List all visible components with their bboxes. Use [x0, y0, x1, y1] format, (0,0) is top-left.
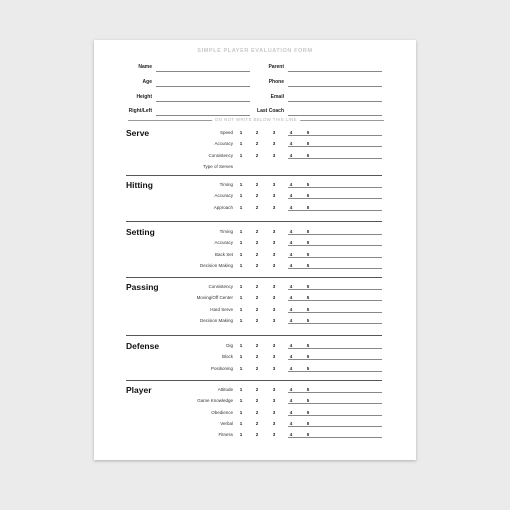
notes-line[interactable] — [288, 403, 382, 404]
rating-option-4[interactable]: 4 — [289, 130, 293, 135]
criterion-label: Game Knowledge — [197, 398, 233, 404]
rating-option-3[interactable]: 3 — [272, 141, 276, 147]
notes-line[interactable] — [288, 210, 382, 211]
rating-option-5[interactable]: 5 — [306, 398, 310, 404]
rating-option-2[interactable]: 2 — [255, 204, 259, 210]
rating-option-3[interactable]: 3 — [272, 317, 276, 323]
rating-option-4[interactable]: 4 — [289, 152, 293, 158]
rating-option-1[interactable]: 1 — [239, 152, 243, 158]
rating-option-5[interactable]: 5 — [306, 365, 310, 371]
rating-option-2[interactable]: 2 — [255, 295, 259, 301]
notes-line[interactable] — [288, 415, 382, 416]
criterion-label: Obedience — [211, 409, 233, 415]
rating-option-1[interactable]: 1 — [239, 229, 243, 234]
rating-option-2[interactable]: 2 — [255, 409, 259, 415]
criterion-row — [126, 295, 382, 304]
rating-option-5[interactable]: 5 — [306, 141, 310, 147]
rating-option-4[interactable]: 4 — [289, 354, 293, 360]
field-label-age: Age — [142, 79, 152, 85]
notes-line[interactable] — [288, 187, 382, 188]
rating-option-1[interactable]: 1 — [239, 262, 243, 268]
rating-option-4[interactable]: 4 — [289, 432, 293, 438]
rating-option-4[interactable]: 4 — [289, 182, 293, 187]
criterion-row — [126, 141, 382, 150]
rating-option-5[interactable]: 5 — [306, 295, 310, 301]
right-left-input-line[interactable] — [156, 115, 250, 116]
field-label-height: Height — [136, 94, 152, 100]
rating-option-2[interactable]: 2 — [255, 240, 259, 246]
section-divider — [126, 380, 382, 381]
rating-option-1[interactable]: 1 — [239, 343, 243, 348]
rating-option-1[interactable]: 1 — [239, 204, 243, 210]
rating-option-3[interactable]: 3 — [272, 365, 276, 371]
rating-option-5[interactable]: 5 — [306, 387, 310, 392]
rating-option-1[interactable]: 1 — [239, 240, 243, 246]
rating-option-2[interactable]: 2 — [255, 306, 259, 312]
notes-line[interactable] — [288, 234, 382, 235]
rating-option-1[interactable]: 1 — [239, 295, 243, 301]
rating-option-4[interactable]: 4 — [289, 262, 293, 268]
rating-option-4[interactable]: 4 — [289, 306, 293, 312]
rating-option-5[interactable]: 5 — [306, 262, 310, 268]
criterion-row — [126, 421, 382, 430]
criterion-row — [126, 240, 382, 249]
notes-line[interactable] — [288, 437, 382, 438]
rating-option-2[interactable]: 2 — [255, 229, 259, 234]
rating-option-4[interactable]: 4 — [289, 420, 293, 426]
rating-option-1[interactable]: 1 — [239, 182, 243, 187]
rating-option-3[interactable]: 3 — [272, 420, 276, 426]
rating-option-1[interactable]: 1 — [239, 409, 243, 415]
rating-option-3[interactable]: 3 — [272, 251, 276, 257]
rating-option-3[interactable]: 3 — [272, 432, 276, 438]
section-divider — [126, 221, 382, 222]
rating-option-2[interactable]: 2 — [255, 387, 259, 392]
rating-option-5[interactable]: 5 — [306, 193, 310, 199]
rating-option-3[interactable]: 3 — [272, 182, 276, 187]
notes-line[interactable] — [288, 289, 382, 290]
rating-option-2[interactable]: 2 — [255, 182, 259, 187]
section-title: Defense — [126, 341, 160, 351]
notes-line[interactable] — [288, 158, 382, 159]
criterion-row — [126, 387, 382, 396]
rating-option-2[interactable]: 2 — [255, 284, 259, 289]
section-divider — [126, 335, 382, 336]
rating-option-4[interactable]: 4 — [289, 284, 293, 289]
criterion-row — [126, 343, 382, 352]
rating-option-4[interactable]: 4 — [289, 251, 293, 257]
notes-line[interactable] — [288, 257, 382, 258]
rating-option-1[interactable]: 1 — [239, 398, 243, 404]
criterion-label: Approach — [213, 204, 233, 210]
rating-option-5[interactable]: 5 — [306, 284, 310, 289]
phone-input-line[interactable] — [288, 86, 382, 87]
criterion-row — [126, 432, 382, 441]
rating-option-3[interactable]: 3 — [272, 130, 276, 135]
field-label-right-left: Right/Left — [128, 108, 152, 114]
rating-option-4[interactable]: 4 — [289, 240, 293, 246]
rating-option-2[interactable]: 2 — [255, 420, 259, 426]
rating-option-4[interactable]: 4 — [289, 409, 293, 415]
field-label-parent: Parent — [268, 64, 284, 70]
rating-option-1[interactable]: 1 — [239, 251, 243, 257]
rating-option-3[interactable]: 3 — [272, 409, 276, 415]
rating-option-1[interactable]: 1 — [239, 354, 243, 360]
criterion-row — [126, 284, 382, 293]
rating-option-1[interactable]: 1 — [239, 193, 243, 199]
rating-option-3[interactable]: 3 — [272, 284, 276, 289]
rating-option-3[interactable]: 3 — [272, 387, 276, 392]
rating-option-5[interactable]: 5 — [306, 317, 310, 323]
criterion-row — [126, 354, 382, 363]
rating-option-2[interactable]: 2 — [255, 343, 259, 348]
evaluation-form-page — [94, 40, 416, 460]
criterion-row — [126, 307, 382, 316]
criterion-label: Accuracy — [214, 193, 233, 199]
criterion-label: Decision Making — [199, 262, 233, 268]
field-label-email: Email — [270, 94, 284, 100]
rating-option-2[interactable]: 2 — [255, 317, 259, 323]
criterion-row — [126, 252, 382, 261]
rating-option-5[interactable]: 5 — [306, 251, 310, 257]
rating-option-5[interactable]: 5 — [306, 204, 310, 210]
criterion-label: Verbal — [220, 420, 233, 426]
criterion-label: Speed — [219, 130, 233, 135]
criterion-label: Accuracy — [214, 141, 233, 147]
notes-line[interactable] — [288, 426, 382, 427]
height-input-line[interactable] — [156, 101, 250, 102]
rating-option-2[interactable]: 2 — [255, 354, 259, 360]
rating-option-3[interactable]: 3 — [272, 295, 276, 301]
form-title: SIMPLE PLAYER EVALUATION FORM — [197, 48, 313, 54]
notes-line[interactable] — [288, 135, 382, 136]
rating-option-4[interactable]: 4 — [289, 398, 293, 404]
criterion-label: Back Set — [214, 251, 233, 257]
section-divider — [126, 175, 382, 176]
rating-option-1[interactable]: 1 — [239, 365, 243, 371]
rating-option-5[interactable]: 5 — [306, 182, 310, 187]
criterion-label: Consistency — [208, 152, 233, 158]
criterion-label: Timing — [219, 182, 233, 187]
rating-option-1[interactable]: 1 — [239, 130, 243, 135]
notes-line[interactable] — [288, 348, 382, 349]
notes-line[interactable] — [288, 359, 382, 360]
field-label-last-coach: Last Coach — [257, 108, 284, 114]
email-input-line[interactable] — [288, 101, 382, 102]
criterion-row — [126, 318, 382, 327]
age-input-line[interactable] — [156, 86, 250, 87]
rating-option-3[interactable]: 3 — [272, 204, 276, 210]
notes-line[interactable] — [288, 245, 382, 246]
rating-option-2[interactable]: 2 — [255, 398, 259, 404]
criterion-row — [126, 410, 382, 419]
rating-option-3[interactable]: 3 — [272, 306, 276, 312]
parent-input-line[interactable] — [288, 71, 382, 72]
rating-option-5[interactable]: 5 — [306, 240, 310, 246]
rating-option-3[interactable]: 3 — [272, 262, 276, 268]
name-input-line[interactable] — [156, 71, 250, 72]
criterion-label: Attitude — [217, 387, 233, 392]
rating-option-4[interactable]: 4 — [289, 317, 293, 323]
criterion-label: Dig — [226, 343, 233, 348]
rating-option-5[interactable]: 5 — [306, 343, 310, 348]
criterion-label: Type of Serves — [202, 163, 233, 169]
rating-option-4[interactable]: 4 — [289, 343, 293, 348]
criterion-row — [126, 229, 382, 238]
field-label-phone: Phone — [268, 79, 284, 85]
do-not-write-line — [128, 117, 384, 124]
rating-option-1[interactable]: 1 — [239, 420, 243, 426]
criterion-label: Timing — [219, 229, 233, 234]
section-divider — [126, 277, 382, 278]
rating-option-1[interactable]: 1 — [239, 317, 243, 323]
notes-line[interactable] — [288, 198, 382, 199]
rating-option-1[interactable]: 1 — [239, 387, 243, 392]
criterion-label: Block — [221, 354, 233, 360]
criterion-row — [126, 182, 382, 191]
rating-option-5[interactable]: 5 — [306, 420, 310, 426]
rating-option-3[interactable]: 3 — [272, 152, 276, 158]
criterion-row — [126, 153, 382, 162]
rating-option-1[interactable]: 1 — [239, 306, 243, 312]
rating-option-2[interactable]: 2 — [255, 141, 259, 147]
notes-line[interactable] — [288, 146, 382, 147]
rating-option-1[interactable]: 1 — [239, 432, 243, 438]
rating-option-4[interactable]: 4 — [289, 229, 293, 234]
rating-option-3[interactable]: 3 — [272, 354, 276, 360]
section-title: Serve — [126, 128, 150, 138]
notes-line[interactable] — [288, 323, 382, 324]
rating-option-1[interactable]: 1 — [239, 141, 243, 147]
section-title: Player — [126, 385, 152, 395]
rating-option-3[interactable]: 3 — [272, 193, 276, 199]
rating-option-5[interactable]: 5 — [306, 152, 310, 158]
rating-option-2[interactable]: 2 — [255, 152, 259, 158]
rating-option-3[interactable]: 3 — [272, 343, 276, 348]
notes-line[interactable] — [288, 300, 382, 301]
criterion-row — [126, 398, 382, 407]
do-not-write-text: DO NOT WRITE BELOW THIS LINE — [212, 117, 300, 122]
criterion-label: Decision Making — [199, 317, 233, 323]
rating-option-4[interactable]: 4 — [289, 295, 293, 301]
criterion-row — [126, 263, 382, 272]
notes-line[interactable] — [288, 392, 382, 393]
rating-option-3[interactable]: 3 — [272, 240, 276, 246]
rating-option-5[interactable]: 5 — [306, 432, 310, 438]
rating-option-3[interactable]: 3 — [272, 229, 276, 234]
rating-option-5[interactable]: 5 — [306, 130, 310, 135]
rating-option-4[interactable]: 4 — [289, 204, 293, 210]
rating-option-4[interactable]: 4 — [289, 193, 293, 199]
criterion-label: Hard Serve — [210, 306, 233, 312]
notes-line[interactable] — [288, 312, 382, 313]
rating-option-5[interactable]: 5 — [306, 306, 310, 312]
criterion-label: Moving/Off Center — [196, 295, 233, 301]
notes-line[interactable] — [288, 268, 382, 269]
criterion-label: Positioning — [210, 365, 233, 371]
section-title: Setting — [126, 227, 155, 237]
criterion-label: Accuracy — [214, 240, 233, 246]
rating-option-4[interactable]: 4 — [289, 365, 293, 371]
criterion-row — [126, 130, 382, 139]
last-coach-input-line[interactable] — [288, 115, 382, 116]
section-title: Passing — [126, 282, 159, 292]
notes-line[interactable] — [288, 371, 382, 372]
rating-option-2[interactable]: 2 — [255, 432, 259, 438]
section-title: Hitting — [126, 180, 153, 190]
rating-option-2[interactable]: 2 — [255, 365, 259, 371]
criterion-row — [126, 193, 382, 202]
field-label-name: Name — [138, 64, 152, 70]
rating-option-4[interactable]: 4 — [289, 141, 293, 147]
rating-option-2[interactable]: 2 — [255, 193, 259, 199]
criterion-label: Consistency — [208, 284, 233, 289]
rating-option-1[interactable]: 1 — [239, 284, 243, 289]
rating-option-5[interactable]: 5 — [306, 229, 310, 234]
rating-option-5[interactable]: 5 — [306, 354, 310, 360]
criterion-row — [126, 205, 382, 214]
rating-option-3[interactable]: 3 — [272, 398, 276, 404]
rating-option-4[interactable]: 4 — [289, 387, 293, 392]
rating-option-2[interactable]: 2 — [255, 130, 259, 135]
criterion-row — [126, 164, 382, 173]
criterion-label: Fitness — [218, 432, 233, 438]
rating-option-5[interactable]: 5 — [306, 409, 310, 415]
rating-option-2[interactable]: 2 — [255, 262, 259, 268]
criterion-row — [126, 366, 382, 375]
rating-option-2[interactable]: 2 — [255, 251, 259, 257]
